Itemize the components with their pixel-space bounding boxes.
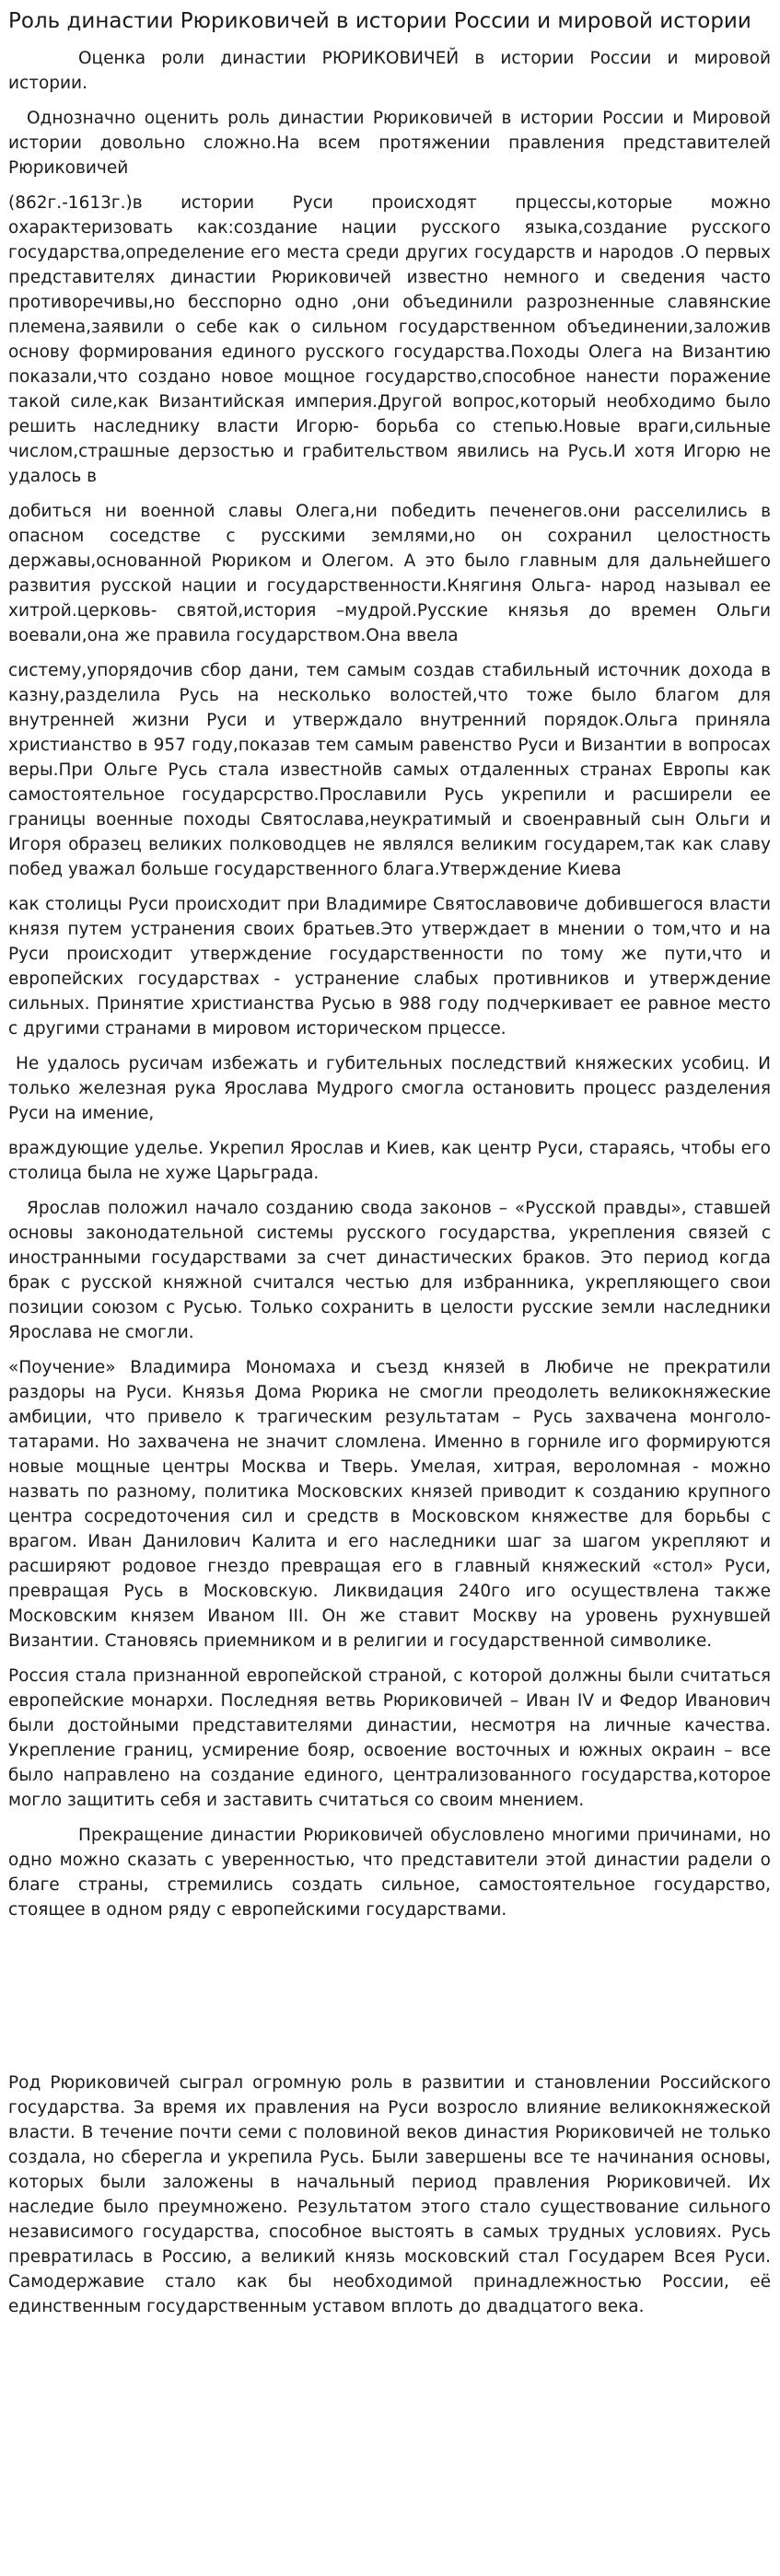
- paragraph-usobitsy: Не удалось русичам избежать и губительных последствий княжеских усобиц. И только железная рука Ярослава Мудрого смогла остановить процесс разделения Руси на имение,: [8, 1054, 771, 1123]
- paragraph-olga: добиться ни военной славы Олега,ни победить печенегов.они расселились в опасном соседстве с русскими землями,но он сохранил целостность державы,основанной Рюриком и Олегом. А это было главным для дальнейшего развития русской нации и государственности.Княгиня Ольга- народ называл ее хитрой.церковь- святой,история –мудрой.Русские князья до времен Ольги воевали,она же правила государством.Она ввела: [8, 502, 771, 645]
- paragraph-monomakh: «Поучение» Владимира Мономаха и съезд князей в Любиче не прекратили раздоры на Руси. Князья Дома Рюрика не смогли преодолеть великокняжеские амбиции, что привело к трагическим результатам – Русь захвачена монголо-татарами. Но захвачена не значит сломлена. Именно в горниле иго формируются новые мощные центры Москва и Тверь. Умелая, хитрая, вероломная - можно назвать по разному, политика Московских князей приводит к созданию крупного центра сосредоточения сил и средств в Московском княжестве для борьбы с врагом. Иван Данилович Калита и его наследники шаг за шагом укрепляют и расширяют родовое гнездо превращая его в главный княжеский «стол» Руси, превращая Русь в Московскую. Ликвидация 240го иго осуществлена также Московским князем Иваном III. Он же ставит Москву на уровень рухнувшей Византии. Становясь приемником и в религии и государственной символике.: [8, 1358, 771, 1651]
- paragraph-subtitle: Оценка роли династии РЮРИКОВИЧЕЙ в истории России и мировой истории.: [8, 49, 771, 93]
- paragraph-vladimir: как столицы Руси происходит при Владимире Святославовиче добившегося власти князя путем устранения своих братьев.Это утверждает в мнении о том,что и на Руси происходит утверждение государственности по тому же пути,что и европейских государствах - устранение слабых противников и утверждение сильных. Принятие христианства Русью в 988 году подчеркивает ее равное место с другими странами в мировом историческом прцессе.: [8, 895, 771, 1039]
- page-title: Роль династии Рюриковичей в истории России и мировой истории: [8, 9, 751, 33]
- paragraph-end-of-dynasty: Прекращение династии Рюриковичей обусловлено многими причинами, но одно можно сказать с уверенностью, что представители этой династии радели о благе страны, стремились создать сильное, самостоятельное государство, стоящее в одном ряду с европейскими государствами.: [8, 1826, 771, 1920]
- blank-gap: [8, 1932, 771, 2071]
- paragraph-intro: Однозначно оценить роль династии Рюриковичей в истории России и Мировой истории довольно сложно.На всем протяжении правления представителей Рюриковичей: [8, 109, 771, 178]
- paragraph-svyatoslav: систему,упорядочив сбор дани, тем самым создав стабильный источник дохода в казну,разделила Русь на несколько волостей,что тоже было благом для внутренней жизни Руси и утверждало внутренний порядок.Ольга приняла христианство в 957 году,показав тем самым равенство Руси и Византии в вопросах веры.При Ольге Русь стала известнойв самых отдаленных странах Европы как самостоятельное государсрство.Прославили Русь укрепили и расширели ее границы военные походы Святослава,неукратимый и своенравный сын Ольги и Игоря образец великих полководцев не являлся великим государем,так как славу побед уважал больше государственного блага.Утверждение Киева: [8, 661, 771, 879]
- paragraph-last-rurikids: Россия стала признанной европейской страной, с которой должны были считаться европейские монархи. Последняя ветвь Рюриковичей – Иван IV и Федор Иванович были достойными представителями династии, несмотря на личные качества. Укрепление границ, усмирение бояр, освоение восточных и южных окраин – все было направлено на создание единого, централизованного государства,которое могло защитить себя и заставить считаться со своим мнением.: [8, 1666, 771, 1810]
- paragraph-oleg-igor: (862г.-1613г.)в истории Руси происходят прцессы,которые можно охарактеризовать как:создание нации русского языка,создание русского государства,определение его места среди других государств и народов .О первых представителях династии Рюриковичей известно немного и сведения часто противоречивы,но бесспорно одно ,они объединили разрозненные славянские племена,заявили о себе как о сильном государственном объединении,заложив основу формирования единого русского государства.Походы Олега на Византию показали,что создано новое мощное государство,способное нанести поражение такой силе,как Византийская империя.Другой вопрос,который необходимо было решить наследнику власти Игорю- борьба со степью.Новые враги,сильные числом,страшные дерзостью и грабительством явились на Русь.И хотя Игорю не удалось в: [8, 193, 771, 486]
- paragraph-kiev-centre: враждующие уделье. Укрепил Ярослав и Киев, как центр Руси, стараясь, чтобы его столица была не хуже Царьграда.: [8, 1139, 771, 1183]
- paragraph-conclusion: Род Рюриковичей сыграл огромную роль в развитии и становлении Российского государства. За время их правления на Руси возросло влияние великокняжеской власти. В течение почти семи с половиной веков династия Рюриковичей не только создала, но сберегла и укрепила Русь. Были завершены все те начинания основы, которых были заложены в начальный период правления Рюриковичей. Их наследие было преумножено. Результатом этого стало существование сильного независимого государства, способное выстоять в самых трудных условиях. Русь превратилась в Россию, а великий князь московский стал Государем Всея Руси. Самодержавие стало как бы необходимой принадлежностью России, её единственным государственным уставом вплоть до двадцатого века.: [8, 2073, 771, 2316]
- paragraph-yaroslav: Ярослав положил начало созданию свода законов – «Русской правды», ставшей основы законодательной системы русского государства, укрепления связей с иностранными государствами за счет династических браков. Это период когда брак с русской княжной считался честью для избранника, укрепляющего свои позиции союзом с Русью. Только сохранить в целости русские земли наследники Ярослава не смогли.: [8, 1199, 771, 1342]
